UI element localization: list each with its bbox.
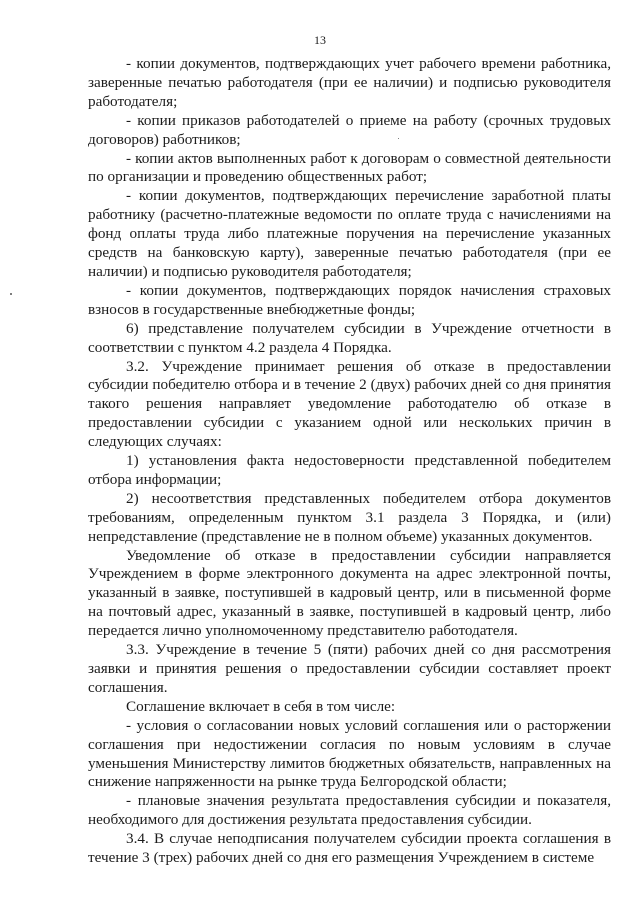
paragraph: 2) несоответствия представленных победителем отбора документов требованиям, определенным пунктом 3.1 раздела 3 Порядка, и (или) непредставление (представление не в полном объеме) указанных документов. <box>88 489 611 545</box>
paragraph: 3.4. В случае неподписания получателем субсидии проекта соглашения в течение 3 (трех) рабочих дней со дня его размещения Учреждением в системе <box>88 830 611 867</box>
paragraph: - копии документов, подтверждающих учет рабочего времени работника, заверенные печатью работодателя (при ее наличии) и подписью руководителя работодателя; <box>88 55 611 110</box>
paragraph: - копии документов, подтверждающих порядок начисления страховых взносов в государственные внебюджетные фонды; <box>88 281 611 318</box>
paragraph: Уведомление об отказе в предоставлении субсидии направляется Учреждением в форме электронного документа на адрес электронной почты, указанный в заявке, поступившей в кадровый центр, или в письменной форме на почтовый адрес, указанный в заявке, поступившей в кадровый центр, либо передается лично уполномоченному представителю работодателя. <box>88 546 611 640</box>
paragraph: 1) установления факта недостоверности представленной победителем отбора информации; <box>88 452 611 488</box>
paragraph: 3.3. Учреждение в течение 5 (пяти) рабочих дней со дня рассмотрения заявки и принятия решения о предоставлении субсидии составляет проект соглашения. <box>88 641 611 696</box>
page-number: 13 <box>314 33 326 47</box>
paragraph: - условия о согласовании новых условий соглашения или о расторжении соглашения при недостижении согласия по новым условиям в случае уменьшения Министерству лимитов бюджетных обязательств, направленных на снижение напряженности на рынке труда Белгородской области; <box>88 716 611 791</box>
paragraph: 6) представление получателем субсидии в Учреждение отчетности в соответствии с пунктом 4.2 раздела 4 Порядка. <box>88 319 611 356</box>
paragraph: Соглашение включает в себя в том числе: <box>126 697 396 715</box>
paragraph: - плановые значения результата предоставления субсидии и показателя, необходимого для достижения результата предоставления субсидии. <box>88 792 611 829</box>
paragraph: - копии актов выполненных работ к договорам о совместной деятельности по организации и проведению общественных работ; <box>88 149 611 186</box>
paragraph: - копии документов, подтверждающих перечисление заработной платы работнику (расчетно-платежные ведомости по оплате труда с начислениями на фонд оплаты труда либо платежные поручения на перечисление указанных средств на банковскую карту), заверенные печатью работодателя (при ее наличии) и подписью руководителя работодателя; <box>88 187 611 280</box>
document-body <box>88 55 611 868</box>
scan-speck <box>398 138 399 139</box>
paragraph: - копии приказов работодателей о приеме на работу (срочных трудовых договоров) работников; <box>88 111 611 148</box>
scan-speck <box>10 293 12 295</box>
paragraph: 3.2. Учреждение принимает решения об отказе в предоставлении субсидии победителю отбора и в течение 2 (двух) рабочих дней со дня принятия такого решения направляет уведомление работодателю об отказе в предоставлении субсидии с указанием одной или нескольких причин в следующих случаях: <box>88 357 611 451</box>
